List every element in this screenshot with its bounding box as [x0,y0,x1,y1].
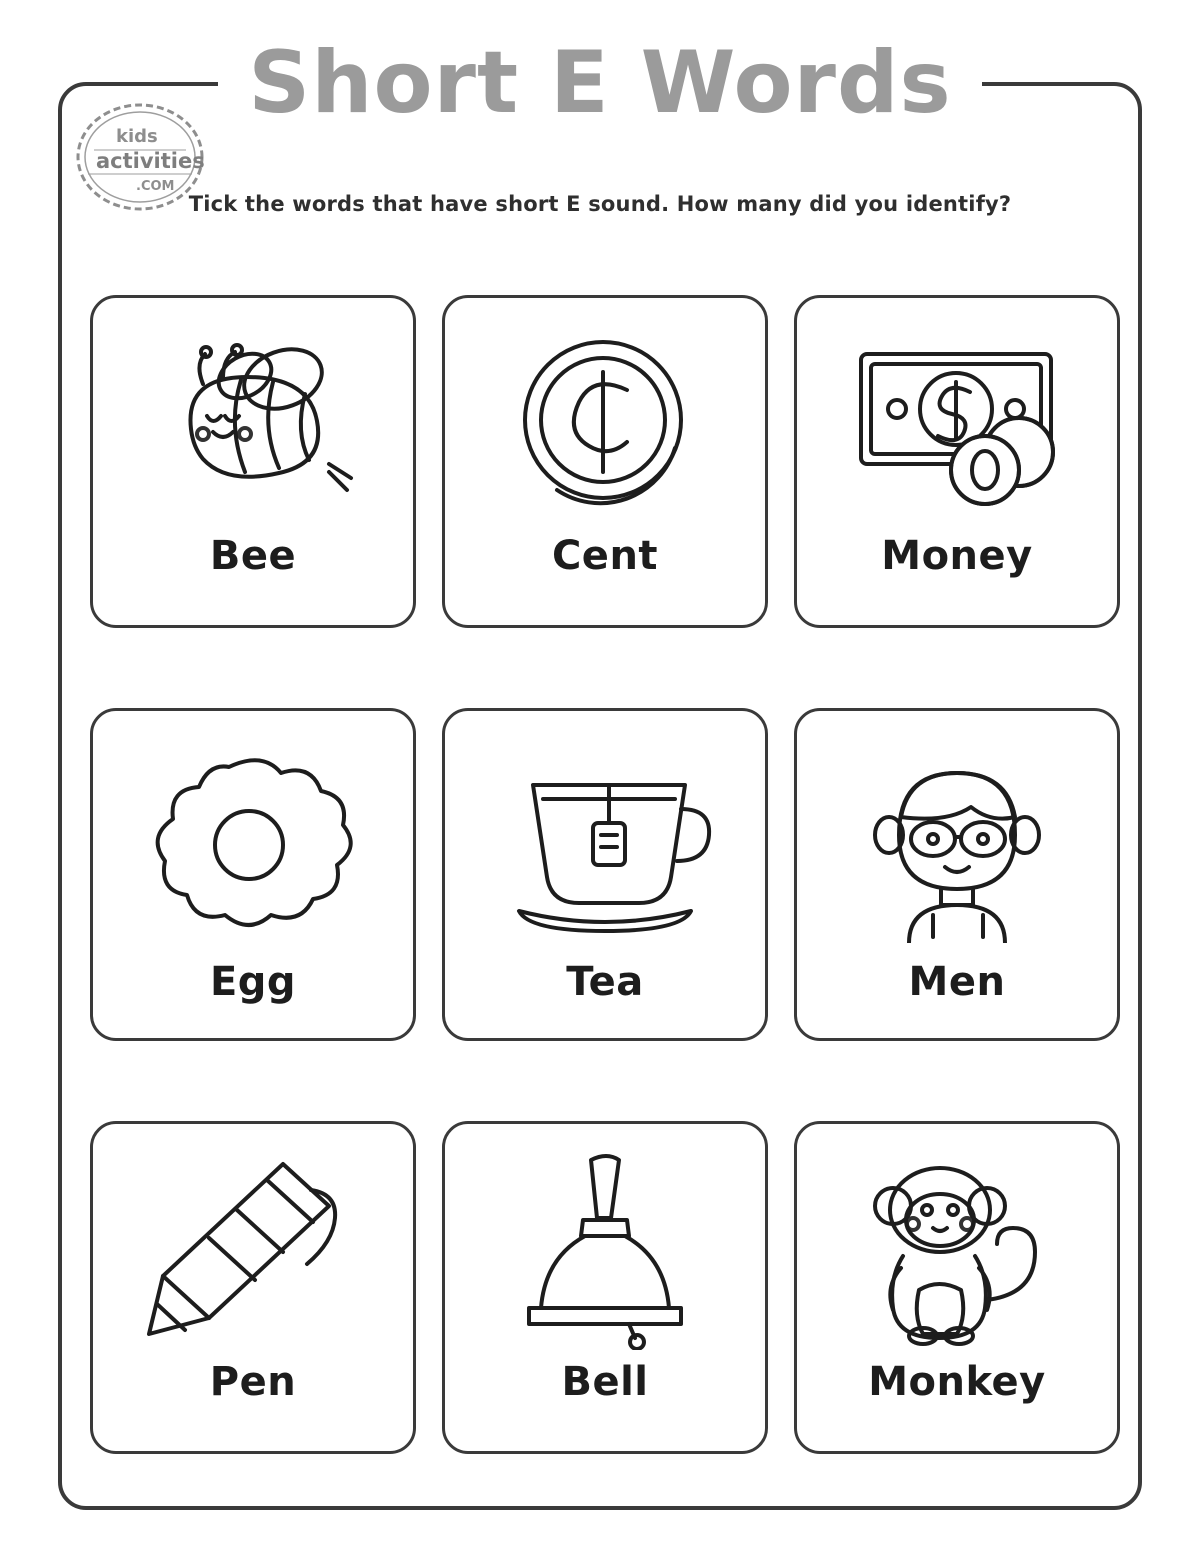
kids-activities-logo [70,98,210,216]
cent-coin-icon [475,316,735,531]
word-card-cent[interactable] [442,295,768,628]
pen-icon [123,1142,383,1357]
tea-cup-icon [475,729,735,957]
word-card-egg[interactable] [90,708,416,1041]
bee-icon [123,316,383,531]
word-card-bell[interactable] [442,1121,768,1454]
word-label: Pen [209,1359,297,1405]
word-card-grid [90,295,1120,1454]
svg-text:kids: kids [116,126,158,147]
hand-bell-icon [475,1142,735,1357]
word-label: Cent [551,533,659,579]
word-card-men[interactable] [794,708,1120,1041]
man-face-icon [827,729,1087,957]
word-card-tea[interactable] [442,708,768,1041]
instructions-text: Tick the words that have short E sound. How many did you identify? [188,192,1012,216]
word-card-money[interactable] [794,295,1120,628]
svg-text:.COM: .COM [136,179,175,194]
word-label: Tea [566,959,644,1005]
svg-text:activities: activities [96,149,205,173]
word-card-pen[interactable] [90,1121,416,1454]
word-label: Bee [209,533,297,579]
word-label: Money [881,533,1033,579]
word-label: Monkey [868,1359,1046,1405]
monkey-icon [827,1142,1087,1357]
money-bill-coins-icon [827,316,1087,531]
page-title: Short E Words [218,38,981,128]
word-card-bee[interactable] [90,295,416,628]
word-label: Bell [561,1359,649,1405]
word-label: Men [908,959,1006,1005]
word-label: Egg [209,959,297,1005]
word-card-monkey[interactable] [794,1121,1120,1454]
fried-egg-icon [123,729,383,957]
